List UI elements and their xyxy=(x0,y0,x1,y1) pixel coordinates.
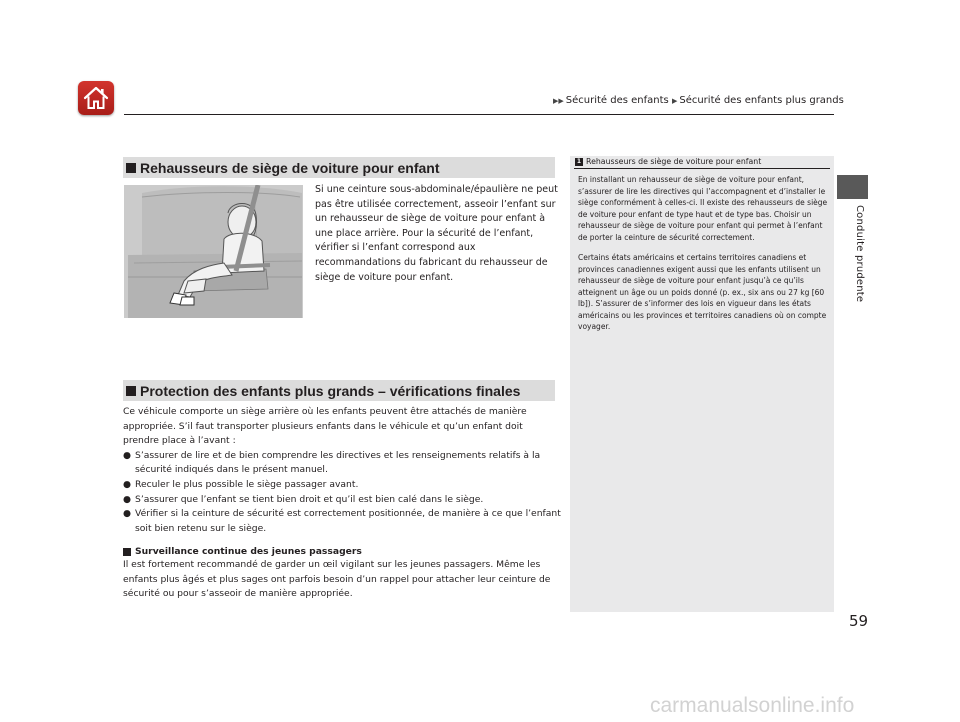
watermark: carmanualsonline.info xyxy=(650,694,855,717)
note-title: Rehausseurs de siège de voiture pour enfant xyxy=(586,157,762,166)
page-number: 59 xyxy=(849,612,869,630)
breadcrumb-link-2[interactable]: Sécurité des enfants plus grands xyxy=(679,95,844,106)
chevron-right-icon: ▶▶ xyxy=(553,97,564,105)
section-heading-final-checks xyxy=(123,380,555,401)
child-booster-seat-illustration xyxy=(124,185,303,318)
final-checks-body xyxy=(123,405,561,536)
section-title: Rehausseurs de siège de voiture pour enfant xyxy=(140,159,440,176)
note-paragraph: Certains états américains et certains territoires canadiens et provinces canadiennes exigent aussi que les enfants utilisent un rehausseur de siège de voiture pour enfant jusqu’à ce qu’ils atteignent un âge ou un poids donné (p. ex., six ans ou 27 kg [60 lb]). S’assurer de s’informer des lois en vigueur dans les états américains ou les provinces et territoires canadiens où on compte voyager. xyxy=(578,253,827,331)
note-heading xyxy=(575,157,761,166)
note-paragraph: En installant un rehausseur de siège de voiture pour enfant, s’assurer de lire les directives qui l’accompagnent et d’installer le siège conformément à celles-ci. Il existe des rehausseurs de siège de voiture pour enfant de type haut et de type bas. Choisir un rehausseur de siège de voiture pour enfant qui permet à l’enfant de porter la ceinture de sécurité correctement. xyxy=(578,175,828,242)
note-reference-icon: 1 xyxy=(576,158,582,165)
bullet-icon: ● xyxy=(123,478,132,490)
home-button[interactable] xyxy=(78,81,114,115)
final-checks-paragraph: Ce véhicule comporte un siège arrière où les enfants peuvent être attachés de manière appropriée. S’il faut transporter plusieurs enfants dans le véhicule et qu’un enfant doit prendre place à l’avant : xyxy=(123,406,527,447)
note-rule xyxy=(574,168,830,169)
subsection-heading xyxy=(123,546,362,557)
booster-intro-text: Si une ceinture sous-abdominale/épaulière ne peut pas être utilisée correctement, asseoir l’enfant sur un rehausseur de siège de voiture pour enfant à une place arrière. Pour la sécurité de l’enfant, vérifier si l’enfant correspond aux recommandations du fabricant du rehausseur de siège de voiture pour enfant. xyxy=(315,184,558,283)
side-tab-label: Conduite prudente xyxy=(854,205,865,303)
subsection-title: Surveillance continue des jeunes passagers xyxy=(135,546,362,557)
list-item: ● Reculer le plus possible le siège passager avant. xyxy=(123,478,561,493)
section-title: Protection des enfants plus grands – vérifications finales xyxy=(140,382,521,399)
section-heading-booster xyxy=(123,157,555,178)
home-icon xyxy=(83,86,109,110)
header-rule xyxy=(124,114,834,115)
bullet-icon: ● xyxy=(123,449,132,461)
breadcrumb-link-1[interactable]: Sécurité des enfants xyxy=(565,95,669,106)
bullet-icon: ● xyxy=(123,508,132,520)
side-tab-marker xyxy=(837,175,868,199)
breadcrumb xyxy=(553,95,844,106)
list-item: ● S’assurer que l’enfant se tient bien droit et qu’il est bien calé dans le siège. xyxy=(123,493,561,508)
checklist xyxy=(123,449,561,537)
subsection-text: Il est fortement recommandé de garder un œil vigilant sur les jeunes passagers. Même les enfants plus âgés et plus sages ont parfois besoin d’un rappel pour attacher leur ceinture de sécurité ou pour s’asseoir de manière appropriée. xyxy=(123,559,551,600)
heading-square-icon xyxy=(126,163,136,173)
heading-square-icon xyxy=(126,386,136,396)
chevron-right-icon: ▶ xyxy=(671,97,678,105)
list-item: ● S’assurer de lire et de bien comprendre les directives et les renseignements relatifs à la sécurité indiqués dans le présent manuel. xyxy=(123,449,541,476)
list-item: ● Vérifier si la ceinture de sécurité est correctement positionnée, de manière à ce que l’enfant soit bien retenu sur le siège. xyxy=(123,508,561,534)
note-body xyxy=(578,174,828,333)
bullet-icon: ● xyxy=(123,493,132,505)
heading-square-icon xyxy=(123,548,131,556)
